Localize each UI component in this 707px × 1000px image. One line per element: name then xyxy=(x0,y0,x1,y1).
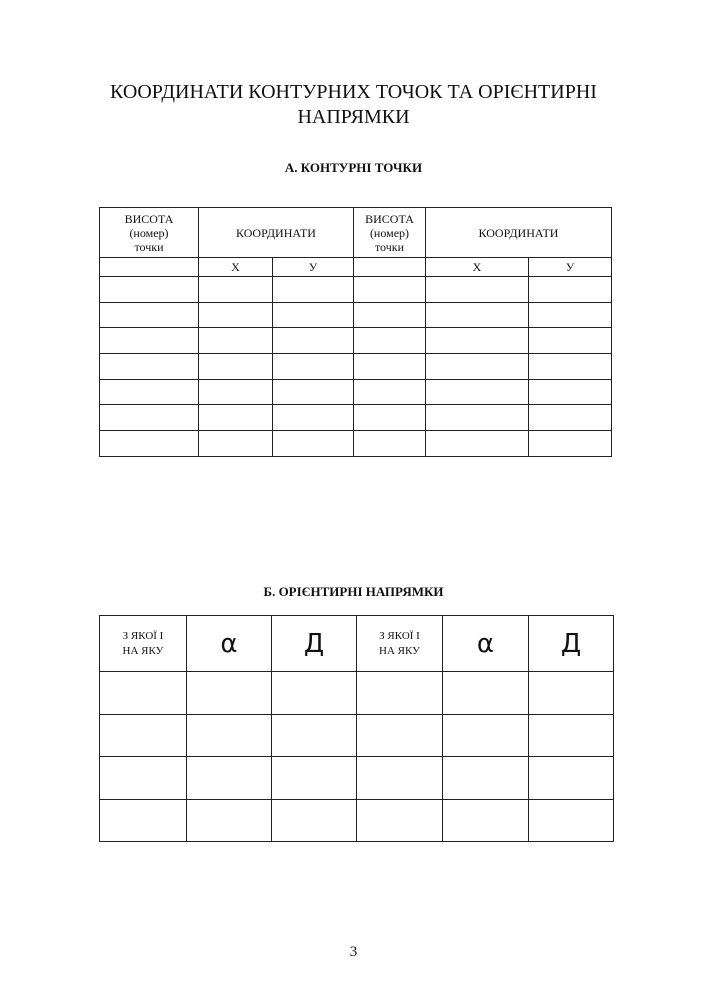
empty-cell xyxy=(100,277,199,303)
section-b-heading: Б. ОРІЄНТИРНІ НАПРЯМКИ xyxy=(263,584,444,599)
table-row xyxy=(100,379,612,405)
empty-cell xyxy=(529,757,614,800)
empty-cell xyxy=(187,757,272,800)
table-row xyxy=(100,328,612,354)
empty-cell xyxy=(199,328,273,354)
empty-cell xyxy=(273,405,354,431)
empty-cell xyxy=(100,379,199,405)
empty-cell xyxy=(354,302,426,328)
empty-cell xyxy=(273,379,354,405)
empty-cell xyxy=(426,354,529,380)
empty-cell xyxy=(529,405,612,431)
empty-cell xyxy=(354,379,426,405)
empty-cell xyxy=(426,328,529,354)
empty-cell xyxy=(529,354,612,380)
table-row xyxy=(100,799,614,842)
alpha-header: α xyxy=(443,616,529,672)
empty-cell xyxy=(273,328,354,354)
empty-cell xyxy=(529,328,612,354)
empty-cell xyxy=(273,431,354,457)
empty-cell xyxy=(443,714,529,757)
empty-cell xyxy=(529,277,612,303)
empty-cell xyxy=(100,714,187,757)
empty-cell xyxy=(357,714,443,757)
y-header: У xyxy=(529,258,612,277)
empty-cell xyxy=(100,672,187,715)
x-header: Х xyxy=(199,258,273,277)
empty-cell xyxy=(199,277,273,303)
contour-points-table xyxy=(99,207,612,457)
from-to-header: З ЯКОЇ І НА ЯКУ xyxy=(100,616,187,672)
empty-cell xyxy=(100,757,187,800)
empty-cell xyxy=(357,672,443,715)
table-row xyxy=(100,431,612,457)
empty-cell xyxy=(443,672,529,715)
empty-cell xyxy=(426,302,529,328)
empty-cell xyxy=(529,379,612,405)
empty-cell xyxy=(357,757,443,800)
empty-cell xyxy=(199,354,273,380)
empty-cell xyxy=(426,431,529,457)
empty-cell xyxy=(443,799,529,842)
table-row xyxy=(100,354,612,380)
coords-header: КООРДИНАТИ xyxy=(199,208,354,258)
empty-cell xyxy=(354,258,426,277)
y-header: У xyxy=(273,258,354,277)
orientation-directions-table xyxy=(99,615,614,842)
empty-cell xyxy=(100,354,199,380)
empty-cell xyxy=(199,379,273,405)
empty-cell xyxy=(100,258,199,277)
table-row xyxy=(100,302,612,328)
empty-cell xyxy=(426,405,529,431)
distance-header: Д xyxy=(272,616,357,672)
empty-cell xyxy=(354,405,426,431)
table-row xyxy=(100,757,614,800)
empty-cell xyxy=(354,277,426,303)
empty-cell xyxy=(199,405,273,431)
section-a-heading: А. КОНТУРНІ ТОЧКИ xyxy=(284,160,423,175)
coords-header: КООРДИНАТИ xyxy=(426,208,612,258)
empty-cell xyxy=(357,799,443,842)
table-row xyxy=(100,672,614,715)
empty-cell xyxy=(272,799,357,842)
empty-cell xyxy=(529,714,614,757)
empty-cell xyxy=(443,757,529,800)
empty-cell xyxy=(100,405,199,431)
empty-cell xyxy=(354,431,426,457)
empty-cell xyxy=(426,379,529,405)
empty-cell xyxy=(187,714,272,757)
distance-header: Д xyxy=(529,616,614,672)
table-row xyxy=(100,277,612,303)
empty-cell xyxy=(354,354,426,380)
from-to-header: З ЯКОЇ І НА ЯКУ xyxy=(357,616,443,672)
x-header: Х xyxy=(426,258,529,277)
empty-cell xyxy=(273,277,354,303)
table-row xyxy=(100,405,612,431)
empty-cell xyxy=(100,799,187,842)
empty-cell xyxy=(273,302,354,328)
empty-cell xyxy=(529,799,614,842)
empty-cell xyxy=(529,672,614,715)
empty-cell xyxy=(100,302,199,328)
empty-cell xyxy=(272,672,357,715)
height-header: ВИСОТА (номер) точки xyxy=(100,208,199,258)
page-title: КООРДИНАТИ КОНТУРНИХ ТОЧОК ТА ОРІЄНТИРНІ НАПРЯМКИ xyxy=(110,81,597,128)
table-row xyxy=(100,714,614,757)
empty-cell xyxy=(529,302,612,328)
empty-cell xyxy=(272,714,357,757)
empty-cell xyxy=(529,431,612,457)
page-number: 3 xyxy=(349,944,358,960)
empty-cell xyxy=(354,328,426,354)
height-header: ВИСОТА (номер) точки xyxy=(354,208,426,258)
empty-cell xyxy=(100,431,199,457)
empty-cell xyxy=(426,277,529,303)
alpha-header: α xyxy=(187,616,272,672)
empty-cell xyxy=(199,431,273,457)
empty-cell xyxy=(187,799,272,842)
empty-cell xyxy=(199,302,273,328)
empty-cell xyxy=(187,672,272,715)
empty-cell xyxy=(273,354,354,380)
empty-cell xyxy=(100,328,199,354)
empty-cell xyxy=(272,757,357,800)
